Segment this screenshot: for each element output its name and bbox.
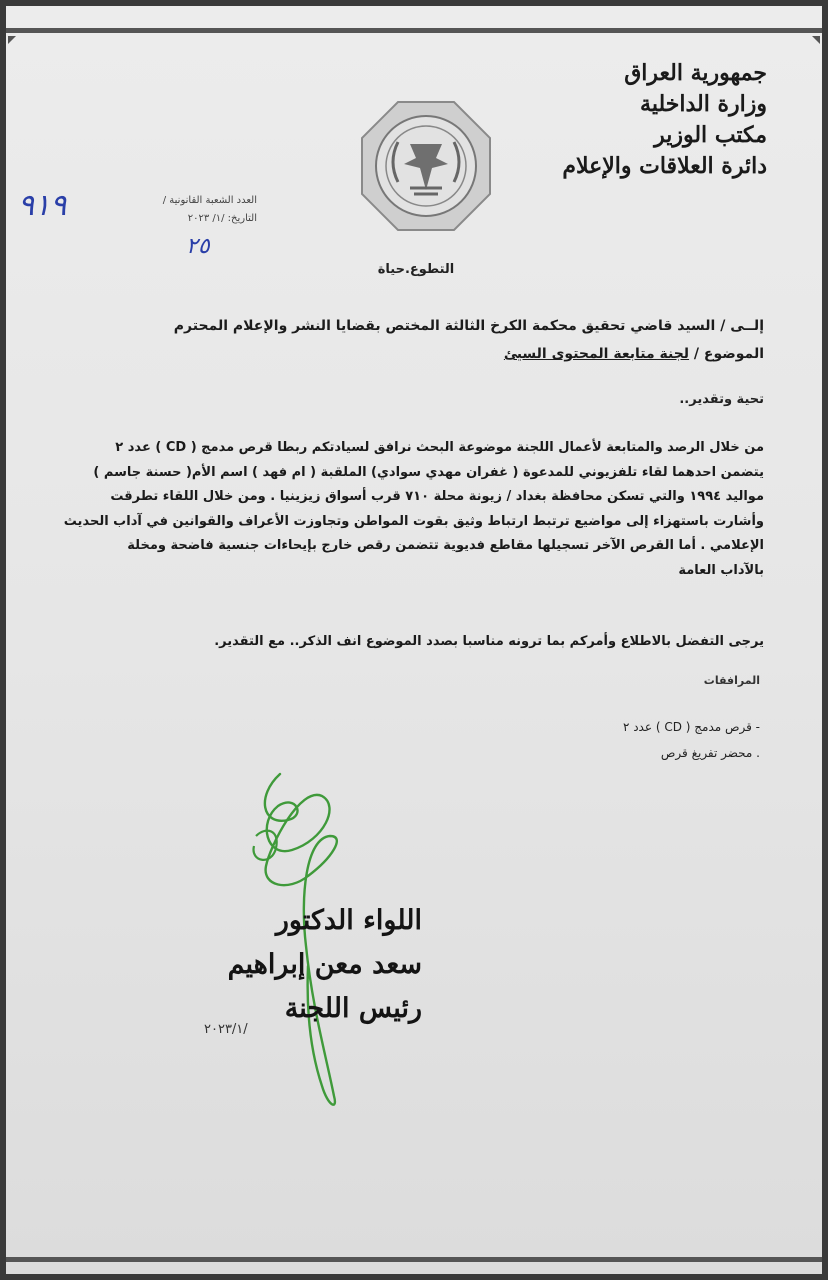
reference-number-label: العدد الشعبة القانونية / (162, 195, 257, 206)
subject-label: الموضوع / (689, 346, 764, 362)
bottom-border (6, 1257, 822, 1262)
corner-mark (812, 36, 820, 44)
closing-line: يرجى التفضل بالاطلاع وأمركم بما ترونه مناسبا بصدد الموضوع انف الذكر.. مع التقدير. (214, 634, 764, 649)
subject-line (44, 340, 764, 368)
reference-date: التاريخ: /١/ ٢٠٢٣ (187, 213, 257, 224)
body-line: يتضمن احدهما لقاء تلفزيوني للمدعوة ( غفران مهدي سوادي) الملقبة ( ام فهد ) اسم الأم( حسنة جاسم ) (93, 464, 764, 480)
body-line: مواليد ١٩٩٤ والتي تسكن محافظة بغداد / زيونة محلة ٧١٠ قرب أسواق زيزينيا . ومن خلال اللقاء تطرقت (110, 489, 764, 504)
letterhead-line: وزارة الداخلية (640, 91, 767, 117)
reference-block (57, 192, 257, 228)
addressee-line: إلــى / السيد قاضي تحقيق محكمة الكرخ الثالثة المختص بقضايا النشر والإعلام المحترم (173, 318, 764, 334)
letterhead (507, 58, 767, 182)
handwritten-reference-number: ٩١٩ (18, 188, 67, 223)
ministry-of-interior-emblem-icon (358, 98, 494, 234)
attachment-item: - قرص مدمج ( CD ) عدد ٢ (622, 720, 760, 734)
attachment-item: . محضر تفريغ قرص (660, 746, 760, 760)
signatory-rank: اللواء الدكتور (275, 905, 422, 936)
letterhead-line: دائرة العلاقات والإعلام (562, 153, 767, 179)
signatory-name: سعد معن إبراهيم (227, 949, 422, 980)
letter-page (6, 6, 822, 1274)
body-line: بالآداب العامة (678, 562, 764, 578)
top-border (6, 28, 822, 33)
attachments-title: المرافقات (703, 674, 760, 687)
letter-body (14, 436, 764, 583)
signature-block (62, 899, 422, 1031)
body-line: الإعلامي . أما القرص الآخر تسجيلها مقاطع فديوية تتضمن رقص خارج بإيحاءات جنسية فاضحة ومخلة (127, 538, 764, 553)
signature-date: /٢٠٢٣/١ (204, 1022, 248, 1037)
attachments-list (623, 714, 760, 766)
motto: التطوع.حياة (377, 262, 455, 277)
letterhead-line: مكتب الوزير (654, 122, 767, 148)
body-line: وأشارت باستهزاء إلى مواضيع ترتبط ارتباط وثيق بقوت المواطن وتجاوزت الأعراف والقوانين في آداب الحديث (63, 513, 764, 529)
subject-value: لجنة متابعة المحتوى السيئ (503, 346, 690, 362)
body-line: من خلال الرصد والمتابعة لأعمال اللجنة موضوعة البحث نرافق لسيادتكم ربطا قرص مدمج ( CD ) عدد ٢ (115, 440, 764, 455)
handwritten-day: ٢٥ (186, 234, 210, 259)
signatory-title: رئيس اللجنة (284, 993, 422, 1024)
letterhead-line: جمهورية العراق (624, 60, 767, 86)
greeting: تحية وتقدير.. (679, 392, 764, 407)
addressee-block (44, 312, 764, 368)
corner-mark (8, 36, 16, 44)
